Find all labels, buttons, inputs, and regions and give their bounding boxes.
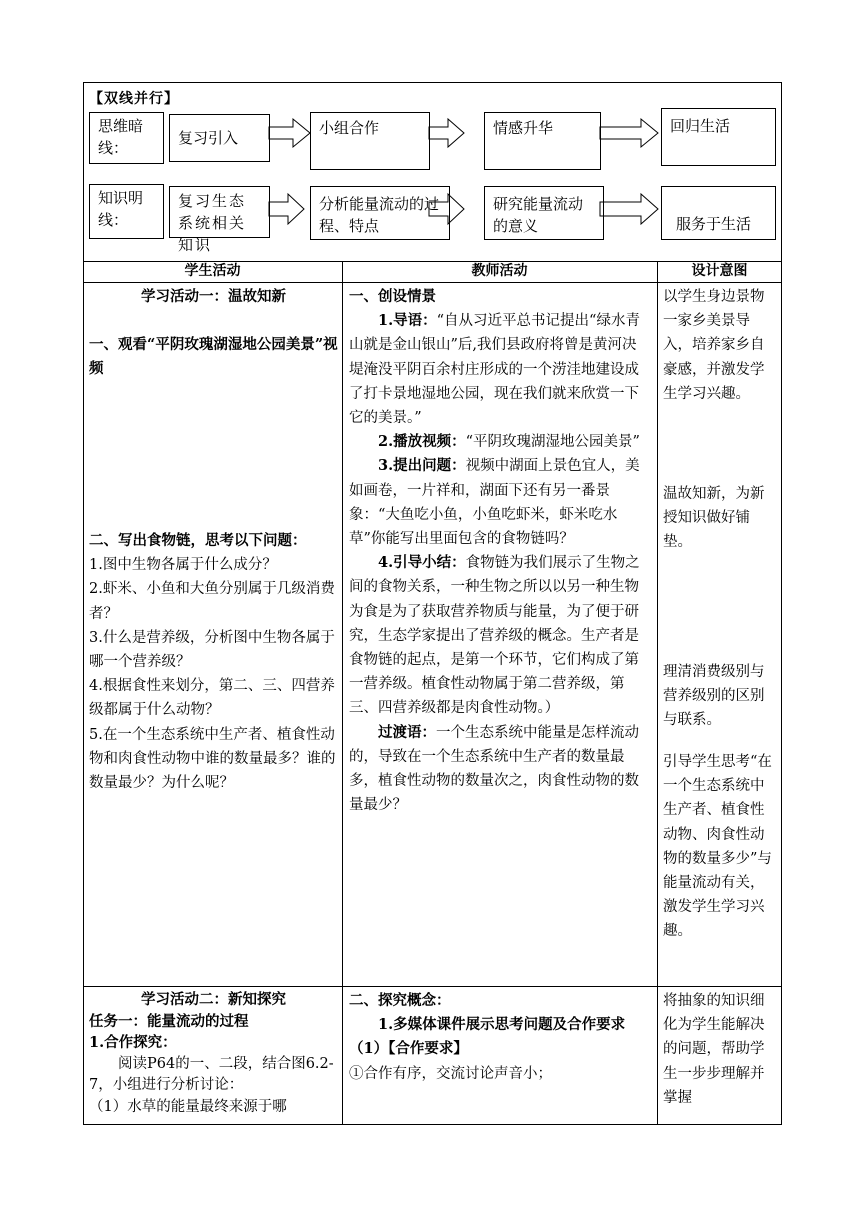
column-header: 教师活动 [471,263,528,279]
step-label: 2.播放视频： [378,433,466,451]
step-text: 1.多媒体课件展示思考问题及合作要求 [378,1016,626,1034]
flow-step: 情感升华 [484,112,601,170]
design-note: 引导学生思考“在一个生态系统中生产者、植食性动物、肉食性动物的数量多少”与能量流动有关，激发学生学习兴趣。 [663,754,772,940]
clear-line-label: 知识明线： [89,184,164,239]
design-note: 温故知新，为新授知识做好铺垫。 [663,486,765,551]
question-item: （1）水草的能量最终来源于哪 [89,1098,287,1115]
step-label: 过渡语： [378,723,436,741]
column-header: 学生活动 [184,263,241,279]
flow-step: 分析能量流动的过程、特点 [310,186,450,240]
student-step: 一、观看“平阴玫瑰湖湿地公园美景”视频 [89,336,338,378]
student-text: 阅读P64的一、二段，结合图6.2-7，小组进行分析讨论： [89,1055,334,1093]
table-rule [657,261,658,1124]
question-item: 3.什么是营养级，分析图中生物各属于哪一个营养级？ [89,629,335,671]
design-intent-cell [663,750,775,944]
column-header: 设计意图 [691,263,748,279]
question-item: 5.在一个生态系统中生产者、植食性动物和肉食性动物中谁的数量最多？谁的数量最少？为什么呢？ [89,726,336,792]
teacher-activity-cell [349,285,651,817]
teacher-heading: 一、创设情景 [349,288,436,305]
arrow-right-icon [600,194,658,224]
arrow-right-icon [429,119,464,147]
design-intent-cell [663,482,775,555]
design-intent-cell [663,660,775,733]
step-text: （1）【合作要求】 [349,1040,468,1058]
document-page [83,82,782,1125]
question-item: 4.根据食性来划分，第二、三、四营养级都属于什么动物？ [89,678,335,719]
design-note: 以学生身边景物一家乡美景导入，培养家乡自豪感，并激发学生学习兴趣。 [663,289,765,402]
activity-heading: 学习活动一：温故知新 [141,288,286,305]
step-label: 1.导语： [378,312,437,330]
design-intent-cell [663,989,775,1110]
table-rule [83,986,782,987]
teacher-heading: 二、探究概念： [349,992,451,1009]
task-heading: 任务一：能量流动的过程 [89,1012,249,1030]
step-text: “平阴玫瑰湖湿地公园美景” [465,434,640,451]
student-step: 1.合作探究： [89,1034,177,1051]
design-intent-cell [663,285,775,406]
table-rule [342,261,343,1124]
flow-step: 研究能量流动的意义 [484,186,604,240]
step-text: 一个生态系统中能量是怎样流动的，导致在一个生态系统中生产者的数量最多，植食性动物的数量次之，肉食性动物的数量最少？ [349,724,639,814]
step-label: 4.引导小结： [378,554,466,572]
dark-line-label: 思维暗线： [89,112,164,164]
flow-step: 复习引入 [169,114,270,162]
student-activity-cell [89,285,338,382]
flow-step: 复习生态系统相关知识 [169,186,270,238]
flow-title: 【双线并行】 [89,91,179,107]
step-label: 3.提出问题： [378,457,466,475]
question-item: 1.图中生物各属于什么成分？ [89,557,277,574]
design-note: 将抽象的知识细化为学生能解决的问题，帮助学生一步步理解并掌握 [663,993,765,1106]
student-step: 二、写出食物链，思考以下问题： [89,532,307,549]
question-item: 2.虾米、小鱼和大鱼分别属于几级消费者？ [89,581,335,622]
step-text: ①合作有序，交流讨论声音小； [349,1065,552,1082]
student-questions [89,529,338,795]
flow-step: 服务于生活 [661,186,776,240]
step-text: “自从习近平总书记提出“绿水青山就是金山银山”后,我们县政府将曾是黄河决堤淹没平阴百余村庄形成的一个涝洼地建设成了打卡景地湿地公园，现在我们就来欣赏一下它的美景。” [349,313,640,427]
flow-step: 小组合作 [310,112,430,170]
teacher-activity-cell [349,989,651,1086]
arrow-right-icon [269,194,304,224]
design-note: 理清消费级别与营养级别的区别与联系。 [663,664,765,729]
activity-heading: 学习活动二：新知探究 [141,991,286,1008]
table-rule [83,282,782,283]
step-text: 食物链为我们展示了生物之间的食物关系，一种生物之所以以另一种生物为食是为了获取营养物质与能量，为了便于研究，生态学家提出了营养级的概念。生产者是食物链的起点，是第一个环节，它们构成了第一营养级。植食性动物属于第二营养级，第三、四营养级都是肉食性动物。） [349,555,640,717]
student-activity-cell [89,989,338,1118]
step-text: 视频中湖面上景色宜人，美如画卷，一片祥和，湖面下还有另一番景象：“大鱼吃小鱼，小鱼吃虾米，虾米吃水草”你能写出里面包含的食物链吗？ [349,458,640,548]
flow-step: 回归生活 [661,108,776,166]
arrow-right-icon [600,119,658,147]
arrow-right-icon [269,119,310,147]
